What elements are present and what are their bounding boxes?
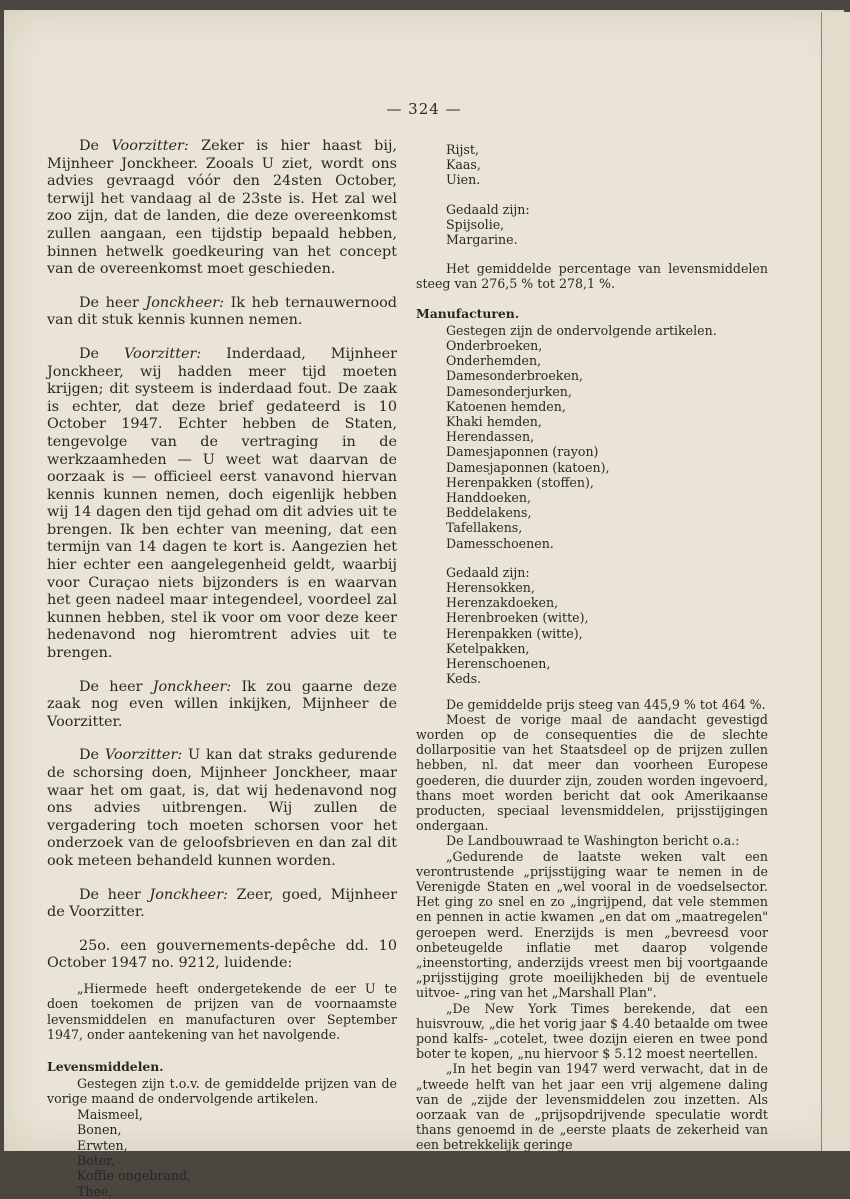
heading-levensmiddelen: Levensmiddelen. (47, 1058, 164, 1074)
list-item: Keds. (446, 671, 482, 687)
quote-intro: „Hiermede heeft ondergetekende de eer U te doen toekomen de prijzen van de voornaamste levensmiddelen en manufacturen over September 1947, onder aantekening van het navolgende. (47, 980, 397, 1043)
paragraph-dollarpositie: Moest de vorige maal de aandacht gevestigd worden op de consequenties die de slechte dollarpositie van het Staatsdeel op de prijzen zullen hebben, nl. dat meer dan voorheen Europese goederen, die duurder zijn, zouden worden ingevoerd, thans moet worden bericht dat ook Amerikaanse producten, speciaal levensmiddelen, prijsstijgingen ondergaan. (416, 711, 768, 834)
list-item: Onderhemden, (446, 353, 542, 369)
list-item: Rijst, (446, 142, 479, 157)
list-item: Maismeel, (77, 1106, 143, 1122)
list-item: Thee, (77, 1183, 113, 1199)
gedaald-list (416, 217, 768, 247)
list-item: Ketelpakken, (446, 640, 530, 656)
levensmiddelen-list-continued (416, 142, 768, 188)
paragraph-voorzitter-2: De Voorzitter: Inderdaad, Mijnheer Jonckheer, wij hadden meer tijd moeten krijgen; dit systeem is inderdaad fout. De zaak is echter, dat deze brief gedateerd is 10 October 1947. Echter hebben de Staten, tengevolge van de vertraging in de werkzaamheden — U weet wat daarvan de oorzaak is — officieel eerst vanavond hiervan kennis kunnen nemen, doch eigenlijk hebben wij 14 dagen den tijd gehad om dit advies uit te brengen. Ik ben echter van meening, dat een termijn van 14 dagen te kort is. Aangezien het hier echter een aangelegenheid geldt, waarbij voor Curaçao niets bijzonders is en waarvan het geen nadeel maar integendeel, voordeel zal kunnen hebben, stel ik voor om voor deze keer hedenavond nog hieromtrent advies uit te brengen. (47, 345, 398, 662)
manufacturen-percentage: De gemiddelde prijs steeg van 445,9 % tot 464 %. (446, 696, 766, 712)
list-item: Uien. (446, 172, 481, 188)
adjacent-page-edge (821, 12, 850, 1151)
list-item: Damesjaponnen (rayon) (446, 444, 599, 460)
gedaald-label: Gedaald zijn: (446, 201, 530, 217)
list-item: Damesonderjurken, (446, 383, 572, 399)
list-item: Beddelakens, (446, 505, 532, 521)
manufacturen-gedaald-label: Gedaald zijn: (446, 564, 530, 580)
list-item: Herenpakken (witte), (446, 625, 583, 641)
list-item: Herenzakdoeken, (446, 595, 559, 611)
list-item: Spijsolie, (446, 216, 505, 232)
list-item: Herenpakken (stoffen), (446, 474, 594, 490)
manufacturen-intro: Gestegen zijn de ondervolgende artikelen. (446, 322, 717, 338)
list-item: Damesonderbroeken, (446, 368, 584, 384)
list-item: Herenbroeken (witte), (446, 610, 589, 626)
list-item: Damesjaponnen (katoen), (446, 459, 610, 475)
list-item: Damesschoenen. (446, 535, 554, 551)
list-item: Katoenen hemden, (446, 398, 566, 414)
levensmiddelen-list (47, 1107, 397, 1199)
paragraph-voorzitter-1: De Voorzitter: Zeker is hier haast bij, Mijnheer Jonckheer. Zooals U ziet, wordt ons advies gevraagd vóór den 24sten October, terwijl het vandaag al de 23ste is. Het zal wel zoo zijn, dat de landen, die deze overeenkomst zullen aangaan, een tijdstip bepaald hebben, binnen hetwelk goedkeuring van het concept van de overeenkomst moet geschieden. (47, 138, 397, 278)
paragraph-landbouwraad: De Landbouwraad te Washington bericht o.a.: (446, 833, 740, 849)
left-column (47, 138, 397, 1199)
quote-prijsstijging: „Gedurende de laatste weken valt een verontrustende „prijsstijging waar te nemen in de Verenigde Staten en „wel vooral in de voedselsector. Het ging zo snel en zo „ingrijpend, dat vele stemmen en pennen in actie kwamen „en dat om „maatregelen" geroepen werd. Enerzijds is men „bevreesd voor onbeteugelde inflatie met daarop volgende „ineenstorting, anderzijds vreest men bij voortgaande „prijsstijging grote moeilijkheden bij de eventuele uitvoe- „ring van het „Marshall Plan". (416, 848, 768, 1001)
levensmiddelen-intro: Gestegen zijn t.o.v. de gemiddelde prijzen van de vorige maand de ondervolgende artikelen. (47, 1075, 397, 1107)
list-item: Herenschoenen, (446, 656, 551, 672)
list-item: Khaki hemden, (446, 414, 542, 430)
list-item: Bonen, (77, 1122, 122, 1138)
quoted-letter (47, 981, 397, 1199)
levensmiddelen-percentage: Het gemiddelde percentage van levensmiddelen steeg van 276,5 % tot 278,1 %. (416, 261, 768, 292)
heading-manufacturen: Manufacturen. (416, 305, 520, 321)
list-item: Boter, (77, 1153, 115, 1168)
list-item: Margarine. (446, 232, 518, 248)
right-column (416, 142, 768, 1153)
list-item: Koffie ongebrand, (77, 1168, 192, 1184)
manufacturen-gedaald-list (416, 580, 768, 686)
quote-new-york-times: „De New York Times berekende, dat een huisvrouw, „die het vorig jaar $ 4.40 betaalde om twee pond kalfs- „cotelet, twee dozijn eieren en twee pond boter te kopen, „nu hiervoor $ 5.12 moest neertellen. (416, 1000, 768, 1062)
list-item: Handdoeken, (446, 490, 531, 506)
document-page (4, 10, 844, 1199)
list-item: Onderbroeken, (446, 338, 543, 354)
list-item: Herendassen, (446, 429, 535, 445)
list-item: Kaas, (446, 157, 481, 173)
quote-begin-1947: „In het begin van 1947 werd verwacht, dat in de „tweede helft van het jaar een vrij algemene daling van de „zijde der levensmiddelen zou inzetten. Als oorzaak van de „prijsopdrijvende speculatie wordt thans genoemd in de „eerste plaats de zekerheid van een betrekkelijk geringe (416, 1061, 768, 1153)
paragraph-voorzitter-3: De Voorzitter: U kan dat straks gedurende de schorsing doen, Mijnheer Jonckheer, maar waar het om gaat, is, dat wij hedenavond nog ons advies uitbrengen. Wij zullen de vergadering toch moeten schorsen voor het onderzoek van de geloofsbrieven en dan zal dit ook meteen behandeld kunnen worden. (47, 747, 397, 869)
manufacturen-list (416, 338, 768, 551)
paragraph-jonckheer-1: De heer Jonckheer: Ik heb ternauwernood van dit stuk kennis kunnen nemen. (47, 294, 397, 329)
list-item: Erwten, (77, 1137, 128, 1153)
paragraph-jonckheer-2: De heer Jonckheer: Ik zou gaarne deze zaak nog even willen inkijken, Mijnheer de Voorzitter. (47, 678, 398, 730)
list-item: Tafellakens, (446, 520, 523, 536)
paragraph-jonckheer-3: De heer Jonckheer: Zeer, goed, Mijnheer de Voorzitter. (47, 886, 398, 921)
paragraph-depeche: 25o. een gouvernements-depêche dd. 10 October 1947 no. 9212, luidende: (47, 937, 397, 972)
page-number: — 324 — (386, 100, 462, 118)
list-item: Herensokken, (446, 580, 535, 596)
